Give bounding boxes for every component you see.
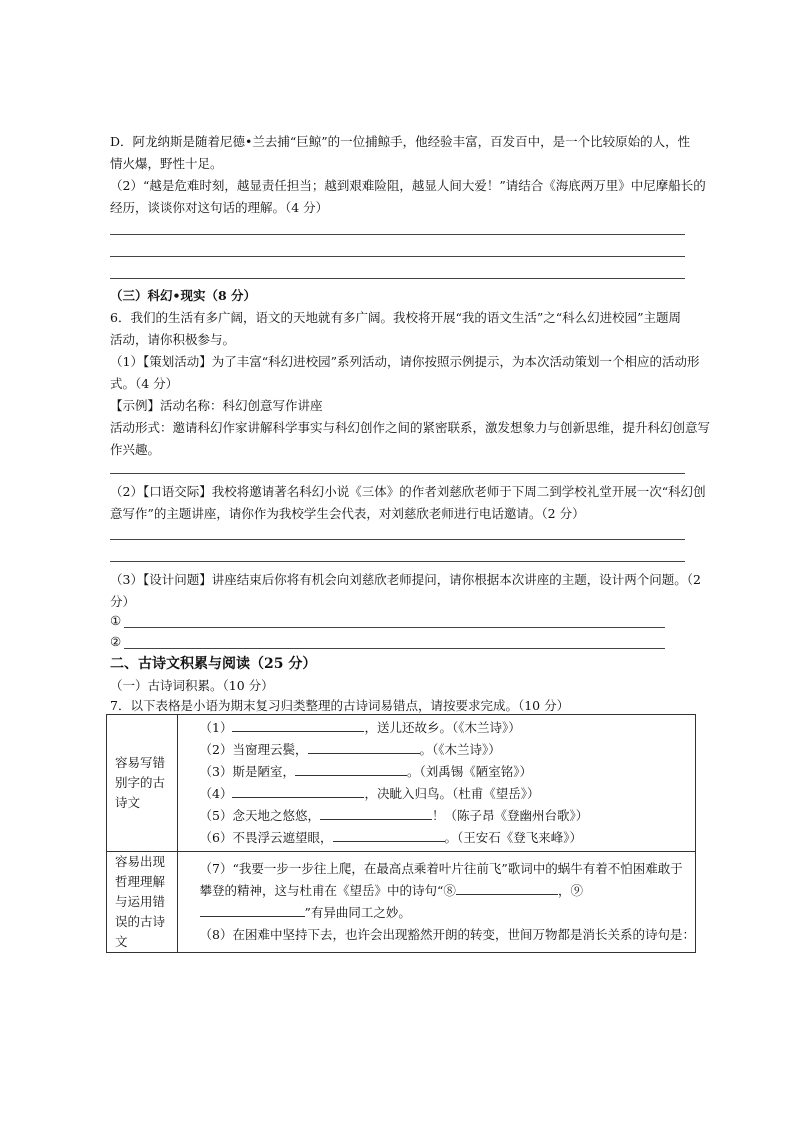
answer-line[interactable]	[110, 539, 685, 540]
q7-prompt: 7．以下表格是小语为期末复习归类整理的古诗词易错点，请按要求完成。（10 分）	[110, 698, 570, 713]
list-item: （5）念天地之悠悠， ！（陈子昂《登幽州台歌》）	[199, 808, 589, 823]
q6-3-line1: （3）【设计问题】讲座结束后你将有机会向刘慈欣老师提问，请你根据本次讲座的主题，设计两个问题。（2	[110, 572, 701, 587]
fill-blank[interactable]	[308, 740, 420, 754]
list-item: （4） ，决眦入归鸟。（杜甫《望岳》）	[199, 786, 540, 801]
q5-2-line2: 经历，谈谈你对这句话的理解。（4 分）	[110, 200, 329, 215]
list-item: （1） ，送儿还故乡。（《木兰诗》）	[199, 720, 521, 735]
option-d-line1: D．阿龙纳斯是随着尼德•兰去捕“巨鲸”的一位捕鲸手，他经验丰富，百发百中，是一个比较原始的人，性	[110, 134, 691, 149]
list-item: （3）斯是陋室， 。（刘禹锡《陋室铭》）	[199, 764, 533, 779]
row1-items	[177, 715, 695, 852]
option-d-line2: 情火爆，野性十足。	[110, 156, 223, 171]
q6-line2: 活动，请你积极参与。	[110, 332, 236, 347]
fill-blank[interactable]	[333, 828, 445, 842]
fill-blank[interactable]	[295, 762, 407, 776]
list-item: （8）在困难中坚持下去，也许会出现豁然开朗的转变，世间万物都是消长关系的诗句是：	[199, 927, 695, 942]
row1-category: 容易写错别字的古诗文	[107, 715, 178, 852]
q6-line1: 6．我们的生活有多广阔，语文的天地就有多广阔。我校将开展“我的语文生活”之“科么幻进校园”主题周	[110, 310, 682, 325]
table-row	[107, 715, 696, 852]
table-row	[107, 852, 696, 953]
answer-line[interactable]	[110, 256, 685, 257]
list-item: （6）不畏浮云遮望眼， 。（王安石《登飞来峰》）	[199, 830, 583, 845]
part2-sub1: （一）古诗词积累。（10 分）	[110, 678, 274, 693]
row2-items	[177, 852, 695, 953]
q6-1-line2: 式。（4 分）	[110, 376, 179, 391]
section3-title: （三）科幻•现实（8 分）	[110, 288, 257, 303]
row2-category: 容易出现哲理理解与运用错误的古诗文	[107, 852, 178, 953]
list-item: （2）当窗理云鬓， 。（《木兰诗》）	[199, 742, 501, 757]
answer-line[interactable]	[110, 473, 685, 474]
example-line3: 作兴趣。	[110, 442, 161, 457]
q6-2-line2: 意写作”的主题讲座，请你作为我校学生会代表，对刘慈欣老师进行电话邀请。（2 分）	[110, 506, 585, 521]
fill-blank[interactable]	[200, 903, 305, 917]
question-marker-1: ①	[110, 613, 122, 628]
question-marker-2: ②	[110, 634, 122, 649]
fill-blank[interactable]	[232, 718, 364, 732]
answer-line[interactable]	[110, 234, 685, 235]
q6-1-line1: （1）【策划活动】为了丰富“科幻进校园”系列活动，请你按照示例提示，为本次活动策划一个相应的活动形	[110, 354, 700, 369]
fill-blank[interactable]	[320, 806, 432, 820]
q5-2-line1: （2）“越是危难时刻，越显责任担当；越到艰难险阻，越显人间大爱！”请结合《海底两万里》中尼摩船长的	[110, 178, 706, 193]
q6-2-line1: （2）【口语交际】我校将邀请著名科幻小说《三体》的作者刘慈欣老师于下周二到学校礼堂开展一次“科幻创	[110, 484, 706, 499]
poetry-table	[106, 714, 696, 953]
answer-line-1[interactable]	[124, 627, 665, 628]
answer-line[interactable]	[110, 561, 685, 562]
answer-line-2[interactable]	[124, 648, 665, 649]
fill-blank[interactable]	[456, 881, 558, 895]
part2-title: 二、古诗文积累与阅读（25 分）	[110, 656, 317, 672]
fill-blank[interactable]	[232, 784, 364, 798]
answer-line[interactable]	[110, 278, 685, 279]
example-title: 【示例】活动名称：科幻创意写作讲座	[110, 398, 323, 413]
list-item: （7）“我要一步一步往上爬，在最高点乘着叶片往前飞”歌词中的蜗牛有着不怕困难敢于攀登的精神，这与杜甫在《望岳》中的诗句“⑧ ，⑨”有异曲同工之妙。	[199, 861, 683, 920]
example-line2: 活动形式：邀请科幻作家讲解科学事实与科幻创作之间的紧密联系，激发想象力与创新思维，提升科幻创意写	[110, 420, 711, 435]
q6-3-line2: 分）	[110, 594, 136, 609]
